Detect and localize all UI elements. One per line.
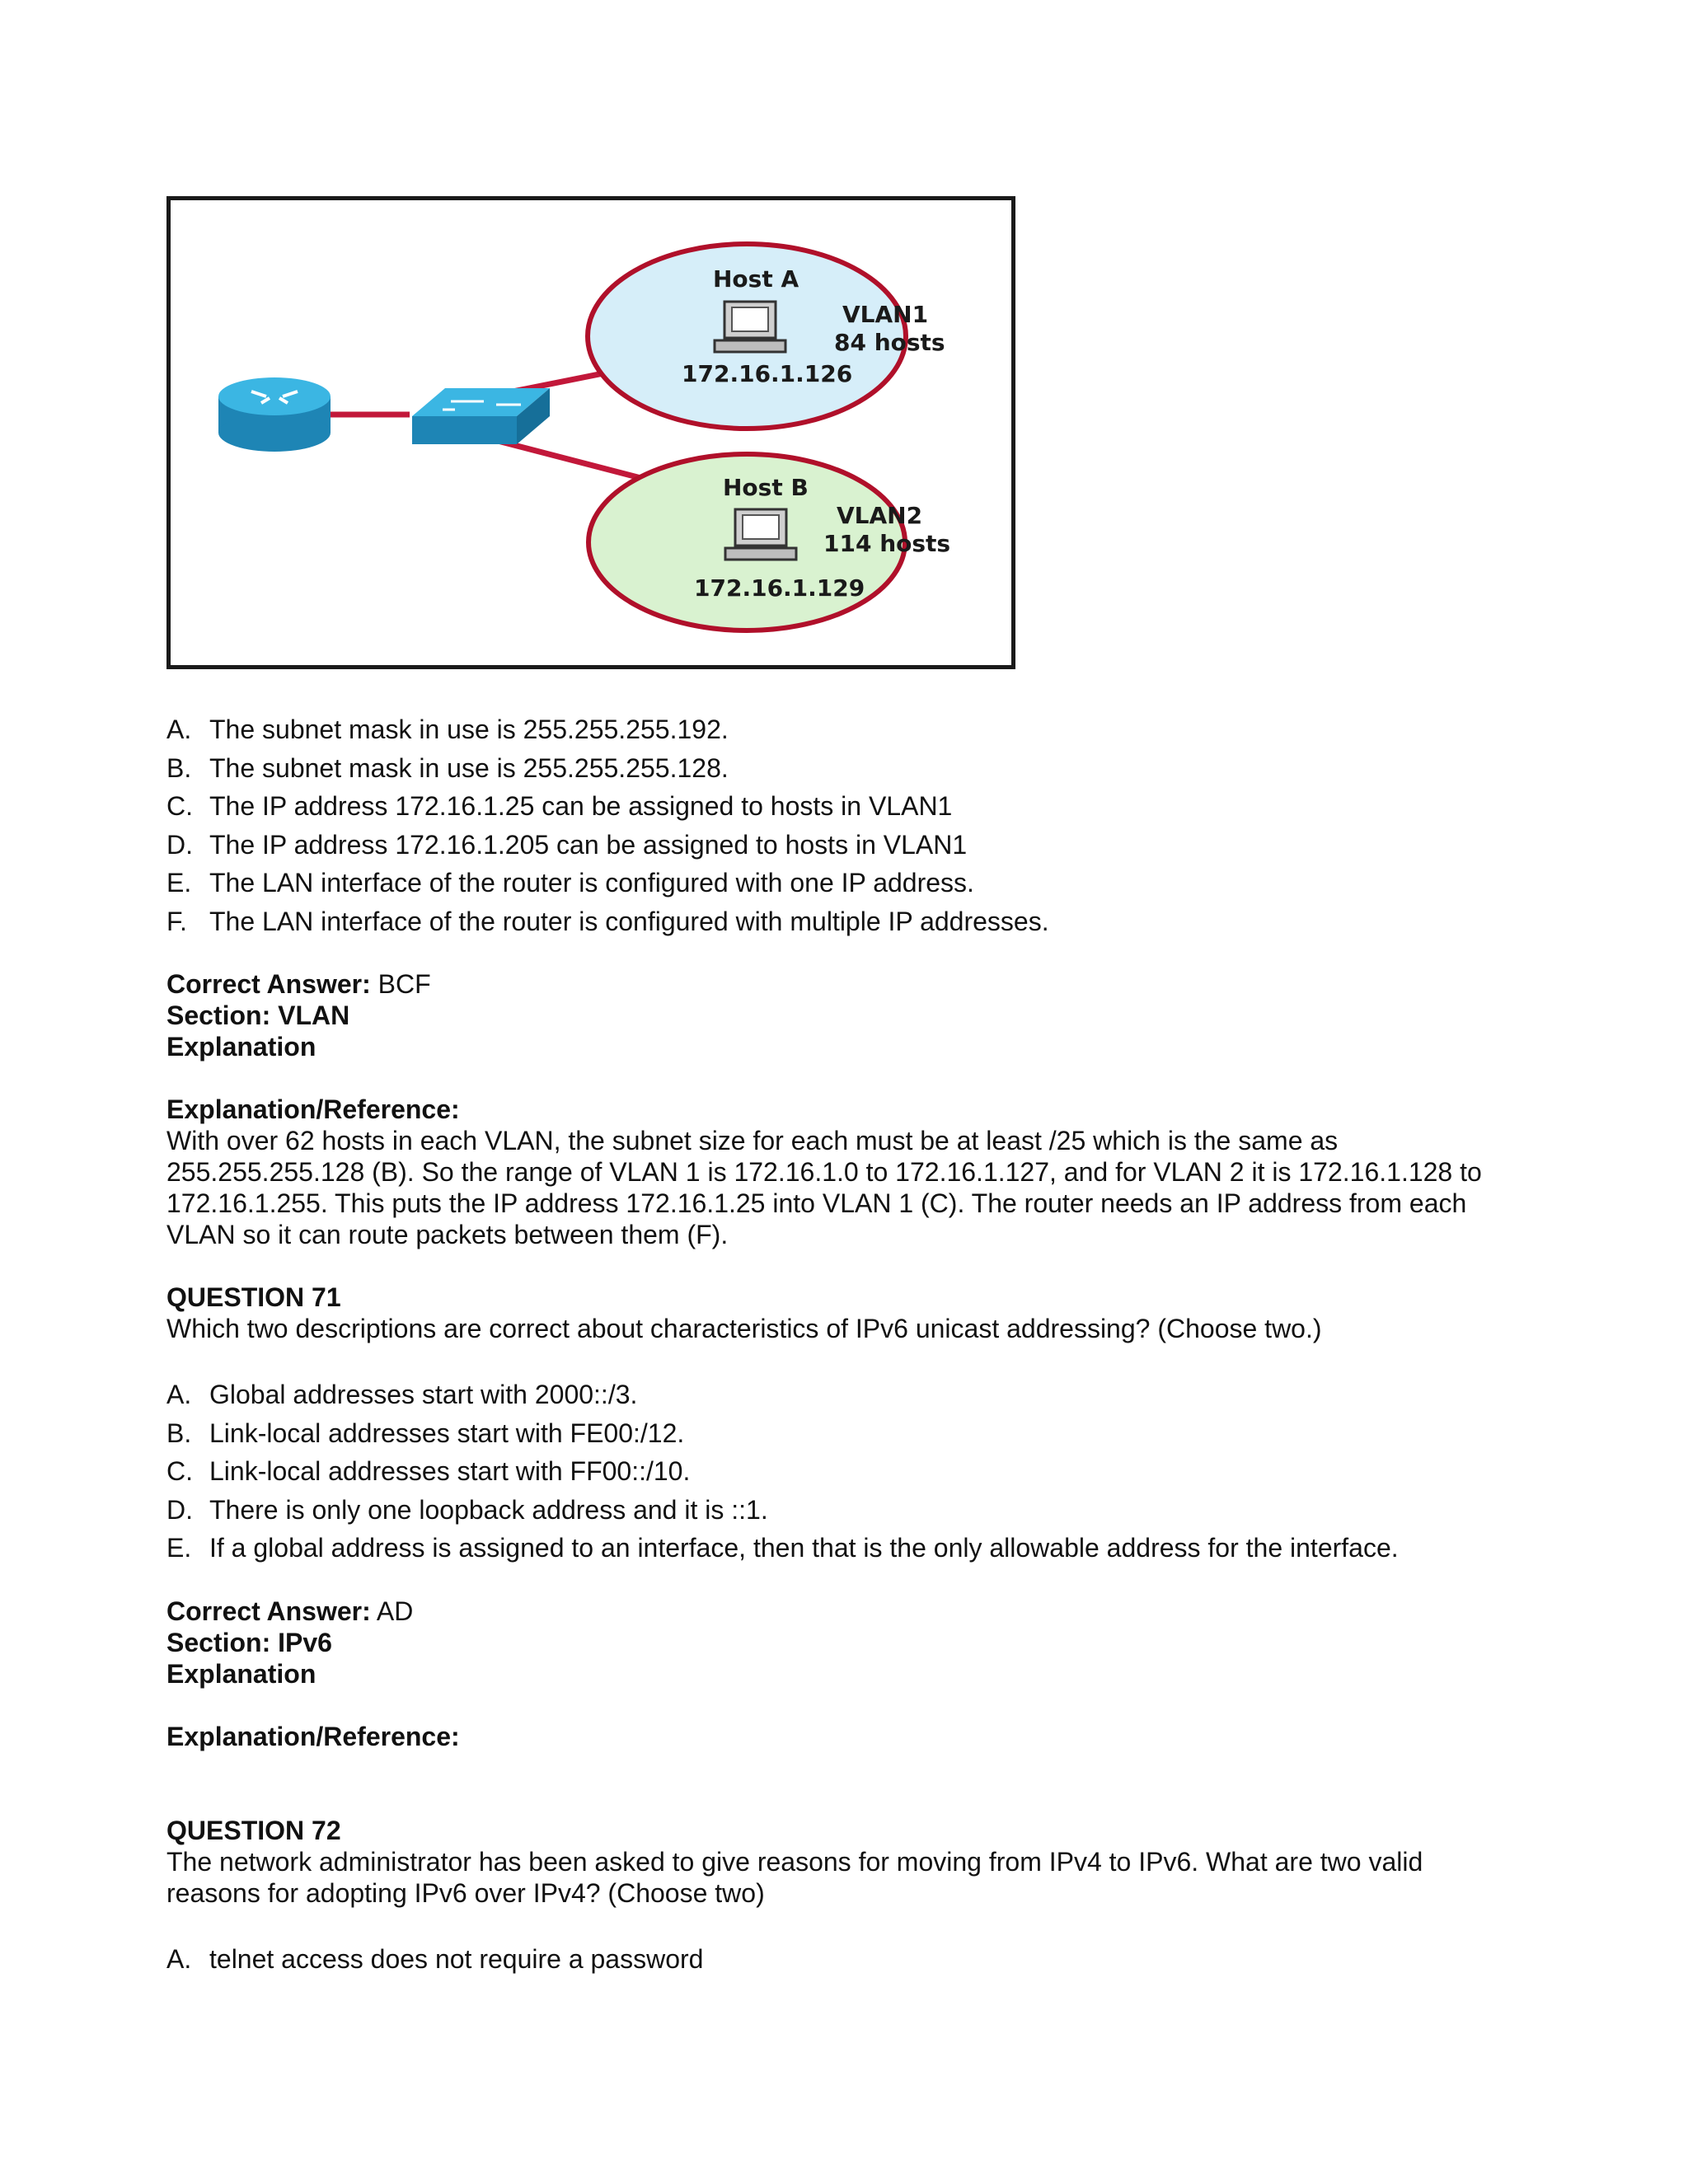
q71-explanation-label: Explanation bbox=[166, 1658, 316, 1689]
router-icon bbox=[218, 377, 331, 452]
q70-option-b: B. The subnet mask in use is 255.255.255.128. bbox=[166, 752, 729, 783]
q71-answer-block bbox=[166, 1596, 1518, 1690]
q71-reference-label: Explanation/Reference: bbox=[166, 1721, 460, 1751]
q72-text: The network administrator has been asked to give reasons for moving from IPv4 to IPv6. What are two valid reasons for adopting IPv6 over IPv4? (Choose two) bbox=[166, 1846, 1423, 1908]
host-b-ip-label: 172.16.1.129 bbox=[694, 574, 865, 602]
q71-option-c: C. Link-local addresses start with FF00::/10. bbox=[166, 1456, 691, 1486]
q72-options bbox=[166, 1940, 1518, 1979]
q71-text: Which two descriptions are correct about characteristics of IPv6 unicast addressing? (Choose two.) bbox=[166, 1314, 1322, 1343]
network-diagram-svg bbox=[171, 200, 1011, 665]
host-a-ip-label: 172.16.1.126 bbox=[682, 360, 853, 387]
q70-section: Section: VLAN bbox=[166, 1001, 350, 1030]
q70-correct-answer: Correct Answer: BCF bbox=[166, 969, 431, 999]
q71-correct-answer: Correct Answer: AD bbox=[166, 1596, 414, 1626]
vlan1-hosts-label: 84 hosts bbox=[834, 329, 945, 356]
q70-options bbox=[166, 710, 1518, 940]
vlan1-label: VLAN1 bbox=[842, 301, 929, 328]
q70-option-d: D. The IP address 172.16.1.205 can be assigned to hosts in VLAN1 bbox=[166, 829, 968, 860]
q70-option-c: C. The IP address 172.16.1.25 can be assigned to hosts in VLAN1 bbox=[166, 791, 953, 821]
q71-option-b: B. Link-local addresses start with FE00:/12. bbox=[166, 1418, 685, 1448]
host-b-label: Host B bbox=[723, 474, 809, 501]
q70-explanation-label: Explanation bbox=[166, 1032, 316, 1062]
host-a-label: Host A bbox=[713, 265, 799, 293]
document-page bbox=[166, 196, 1518, 1978]
q71-block bbox=[166, 1282, 1518, 1344]
q72-block bbox=[166, 1815, 1518, 1909]
q71-section: Section: IPv6 bbox=[166, 1627, 332, 1657]
q71-option-d: D. There is only one loopback address and it is ::1. bbox=[166, 1494, 768, 1525]
q70-answer-block bbox=[166, 968, 1518, 1062]
vlan2-hosts-label: 114 hosts bbox=[823, 530, 951, 557]
host-b-computer-icon bbox=[725, 509, 796, 560]
q70-reference-text: With over 62 hosts in each VLAN, the subnet size for each must be at least /25 which is the same as 255.255.255.128 (B). So the range of VLAN 1 is 172.16.1.0 to 172.16.1.127, and for VLAN 2 it is 172.16.1.128 to 172.16.1.255. This puts the IP address 172.16.1.25 into VLAN 1 (C). The router needs an IP address from each VLAN so it can route packets between them (F). bbox=[166, 1126, 1482, 1249]
q71-option-e: E. If a global address is assigned to an interface, then that is the only allowable address for the interface. bbox=[166, 1533, 1399, 1563]
q71-title: QUESTION 71 bbox=[166, 1282, 341, 1312]
q72-option-a: A. telnet access does not require a password bbox=[166, 1943, 704, 1974]
network-diagram bbox=[166, 196, 1015, 669]
q70-reference-block bbox=[166, 1094, 1518, 1250]
vlan2-label: VLAN2 bbox=[837, 502, 923, 529]
q70-reference-label: Explanation/Reference: bbox=[166, 1094, 460, 1124]
q70-option-f: F. The LAN interface of the router is configured with multiple IP addresses. bbox=[166, 906, 1049, 936]
q71-option-a: A. Global addresses start with 2000::/3. bbox=[166, 1380, 638, 1409]
q72-title: QUESTION 72 bbox=[166, 1815, 341, 1845]
q70-option-e: E. The LAN interface of the router is configured with one IP address. bbox=[166, 868, 974, 898]
switch-icon bbox=[412, 388, 550, 444]
q70-option-a: A. The subnet mask in use is 255.255.255.192. bbox=[166, 715, 729, 744]
q71-reference-block bbox=[166, 1721, 1518, 1752]
host-a-computer-icon bbox=[715, 302, 785, 352]
q71-options bbox=[166, 1376, 1518, 1568]
